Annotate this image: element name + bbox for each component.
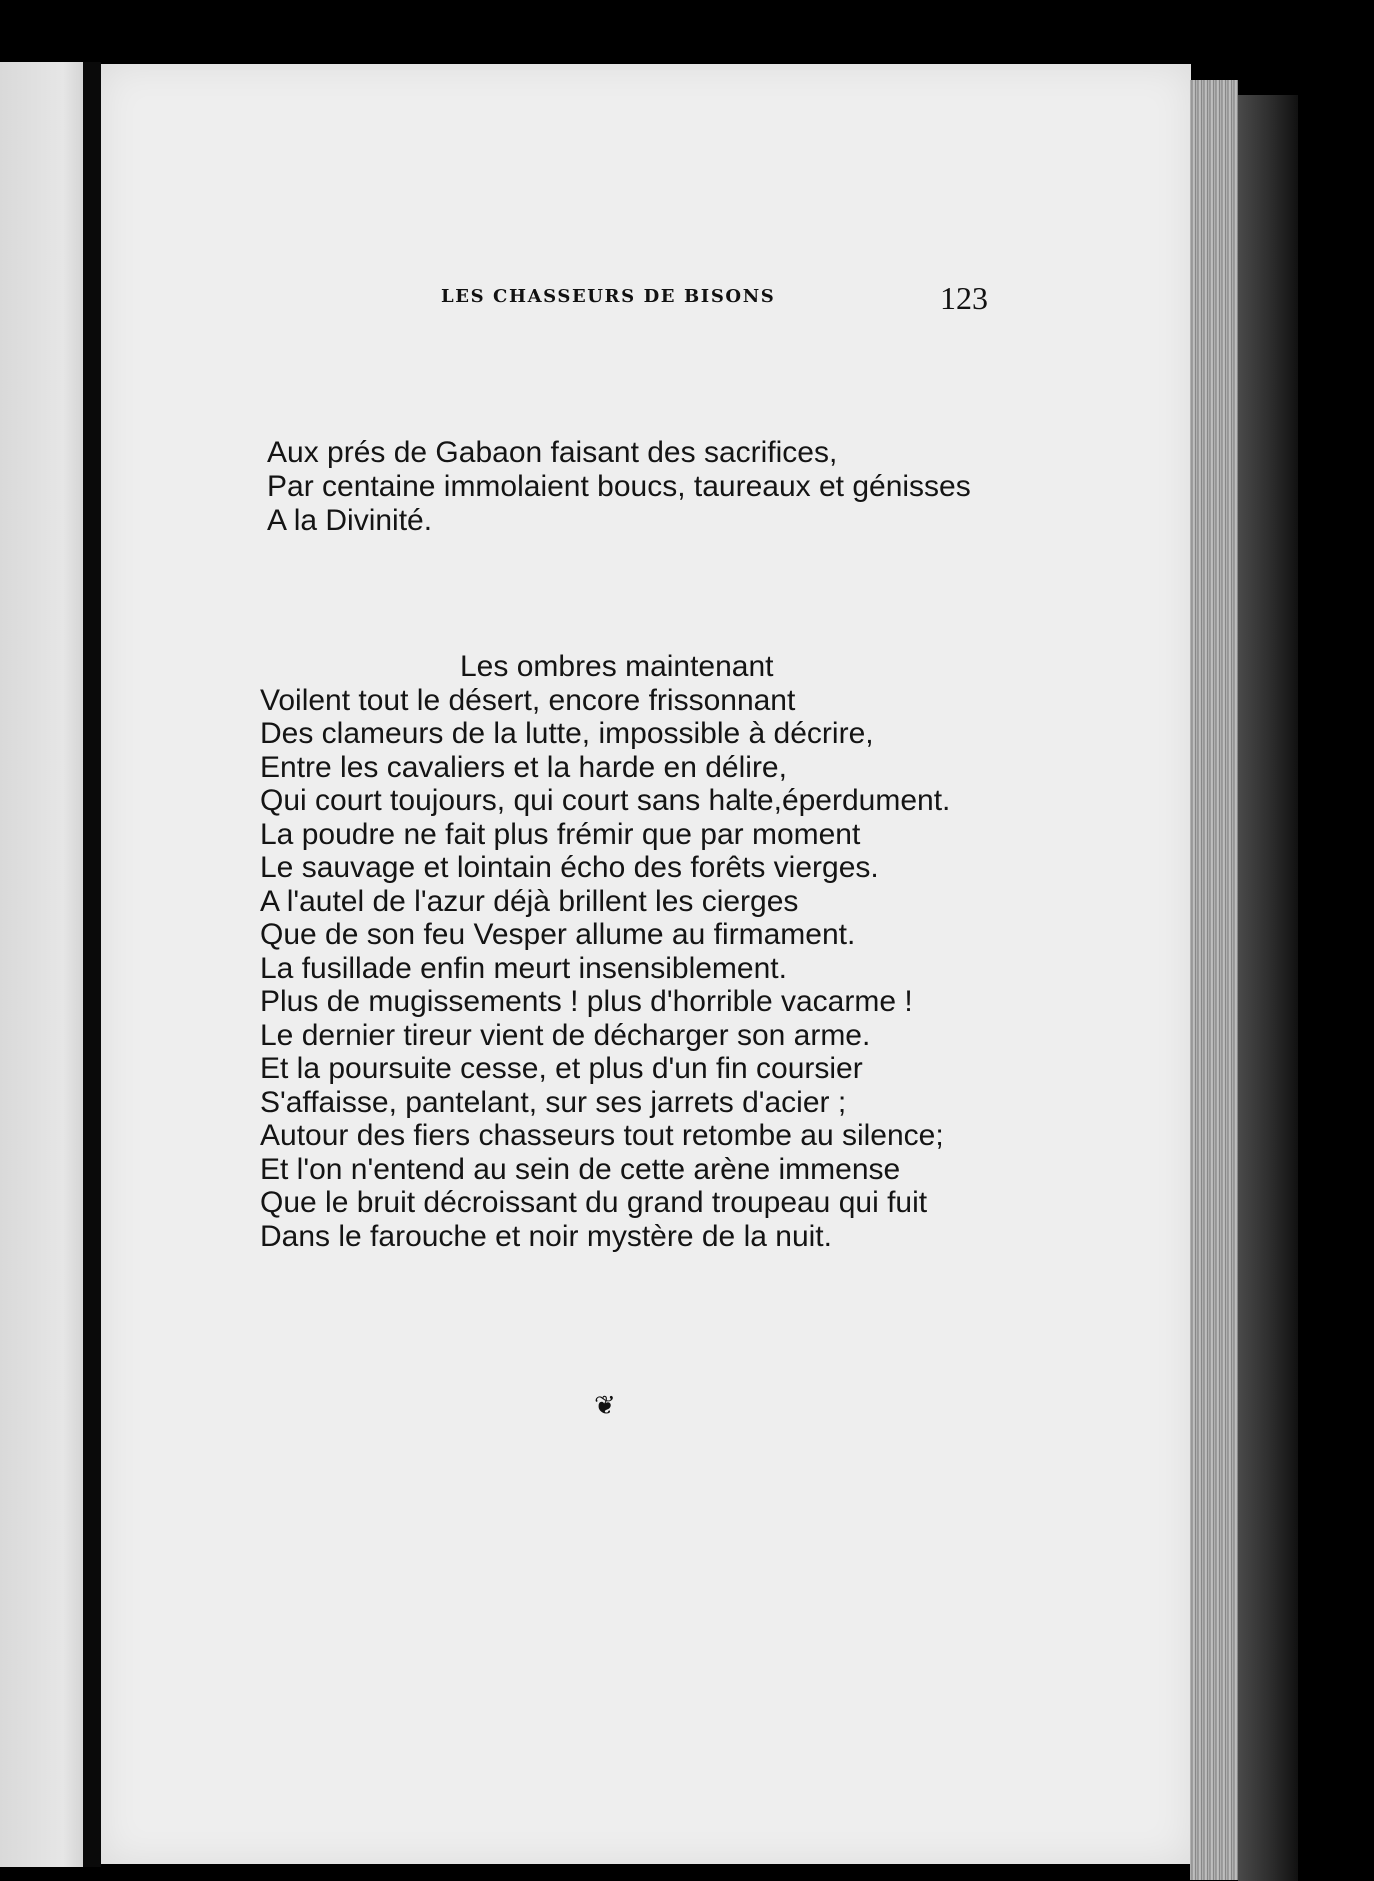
verse-line: A l'autel de l'azur déjà brillent les cierges [260, 884, 799, 918]
stanza-1 [267, 436, 971, 538]
verse-line: Aux prés de Gabaon faisant des sacrifices, [267, 436, 838, 469]
running-title: LES CHASSEURS DE BISONS [441, 286, 776, 307]
verse-line: Qui court toujours, qui court sans halte,éperdument. [260, 784, 951, 817]
verse-line: Des clameurs de la lutte, impossible à décrire, [260, 717, 874, 750]
fleuron-ornament-icon: ❦ [594, 1391, 616, 1421]
verse-line: Autour des fiers chasseurs tout retombe au silence; [260, 1119, 944, 1152]
verse-line: S'affaisse, pantelant, sur ses jarrets d'acier ; [260, 1085, 847, 1119]
verse-line: Que de son feu Vesper allume au firmament. [260, 918, 856, 951]
page-stack-edges [1190, 80, 1238, 1880]
verse-line: Plus de mugissements ! plus d'horrible vacarme ! [260, 985, 913, 1018]
verse-line: Par centaine immolaient boucs, taureaux et génisses [267, 470, 971, 503]
verse-line: Le sauvage et lointain écho des forêts vierges. [260, 851, 879, 884]
verse-line: Et l'on n'entend au sein de cette arène immense [260, 1152, 901, 1186]
verse-line: Et la poursuite cesse, et plus d'un fin coursier [260, 1052, 863, 1085]
verse-line: Dans le farouche et noir mystère de la nuit. [260, 1219, 832, 1253]
verse-line: Les ombres maintenant [460, 650, 774, 683]
verse-line: A la Divinité. [267, 504, 433, 537]
verse-line: Que le bruit décroissant du grand troupeau qui fuit [260, 1186, 928, 1219]
book-fore-edge [1238, 95, 1298, 1881]
verse-line: Voilent tout le désert, encore frissonnant [260, 683, 796, 717]
verse-line: Entre les cavaliers et la harde en délire, [260, 750, 787, 784]
book-gutter [83, 62, 101, 1867]
page-number: 123 [940, 280, 988, 316]
facing-page-edge [0, 62, 90, 1867]
verse-line: Le dernier tireur vient de décharger son arme. [260, 1018, 871, 1052]
verse-line: La fusillade enfin meurt insensiblement. [260, 951, 787, 985]
stanza-2 [260, 650, 950, 1253]
verse-line: La poudre ne fait plus frémir que par moment [260, 817, 861, 851]
